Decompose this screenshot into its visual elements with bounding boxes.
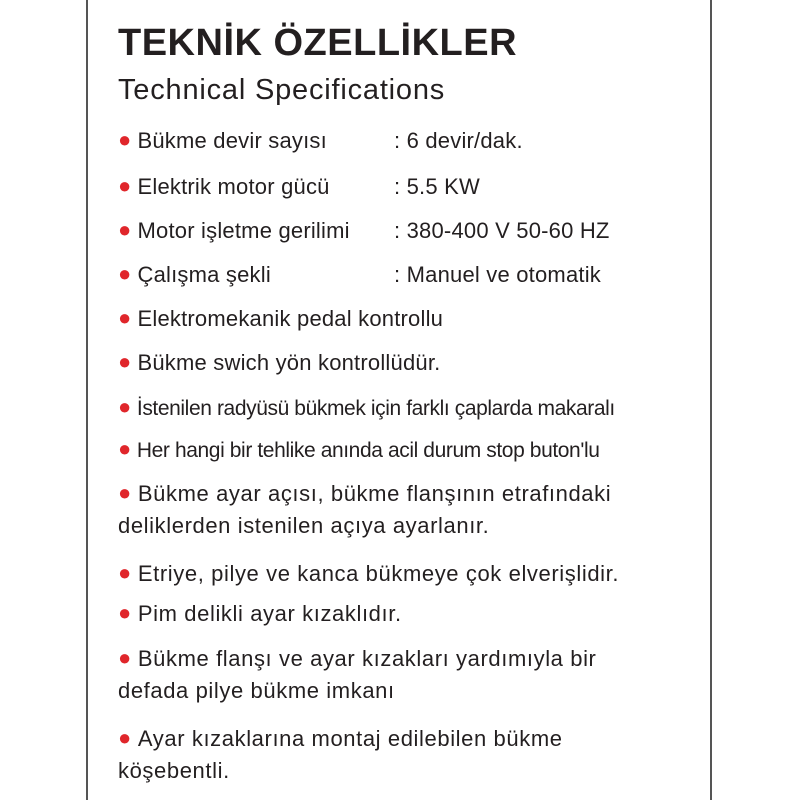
bullet-icon: ●: [118, 173, 132, 198]
feature-item: [118, 350, 440, 376]
spec-value: : 6 devir/dak.: [394, 128, 523, 153]
bullet-icon: ●: [118, 645, 132, 670]
paragraph-line: Pim delikli ayar kızaklıdır.: [137, 601, 402, 626]
bullet-icon: ●: [118, 480, 132, 505]
paragraph-line: köşebentli.: [118, 758, 230, 783]
bullet-icon: ●: [118, 600, 132, 625]
bullet-icon: ●: [118, 394, 131, 419]
bullet-icon: ●: [118, 217, 132, 242]
paragraph-line: Bükme ayar açısı, bükme flanşının etrafındaki: [137, 481, 612, 506]
feature-text: Her hangi bir tehlike anında acil durum stop buton'lu: [136, 439, 600, 462]
spec-row-operation-mode: [118, 262, 678, 288]
feature-paragraph: [118, 478, 698, 542]
feature-paragraph: [118, 558, 698, 590]
spec-row-motor-power: [118, 174, 678, 200]
spec-label: Çalışma şekli: [137, 262, 271, 287]
feature-paragraph: [118, 598, 698, 630]
bullet-icon: ●: [118, 305, 132, 330]
bullet-icon: ●: [118, 349, 132, 374]
bullet-icon: ●: [118, 560, 132, 585]
bullet-icon: ●: [118, 127, 132, 152]
paragraph-line: Ayar kızaklarına montaj edilebilen bükme: [137, 726, 563, 751]
spec-label: Elektrik motor gücü: [137, 174, 330, 199]
bullet-icon: ●: [118, 261, 132, 286]
feature-item: [118, 395, 615, 422]
spec-value: : 5.5 KW: [394, 174, 480, 199]
spec-value: : Manuel ve otomatik: [394, 262, 601, 287]
spec-label: Bükme devir sayısı: [137, 128, 327, 153]
feature-item: [118, 437, 600, 464]
feature-item: [118, 306, 443, 332]
spec-value: : 380-400 V 50-60 HZ: [394, 218, 610, 243]
feature-text: Elektromekanik pedal kontrollu: [137, 306, 444, 331]
spec-row-bending-speed: [118, 128, 678, 154]
feature-text: İstenilen radyüsü bükmek için farklı çaplarda makaralı: [136, 397, 615, 420]
feature-text: Bükme swich yön kontrollüdür.: [137, 350, 441, 375]
bullet-icon: ●: [118, 436, 131, 461]
feature-paragraph: [118, 643, 698, 707]
page-title: TEKNİK ÖZELLİKLER: [118, 22, 518, 64]
feature-paragraph: [118, 723, 698, 787]
spec-row-motor-voltage: [118, 218, 678, 244]
page-subtitle: Technical Specifications: [118, 74, 446, 106]
paragraph-line: Bükme flanşı ve ayar kızakları yardımıyla bir: [137, 646, 597, 671]
paragraph-line: Etriye, pilye ve kanca bükmeye çok elverişlidir.: [137, 561, 620, 586]
bullet-icon: ●: [118, 725, 132, 750]
paragraph-line: defada pilye bükme imkanı: [118, 678, 395, 703]
spec-label: Motor işletme gerilimi: [137, 218, 350, 243]
paragraph-line: deliklerden istenilen açıya ayarlanır.: [118, 513, 490, 538]
